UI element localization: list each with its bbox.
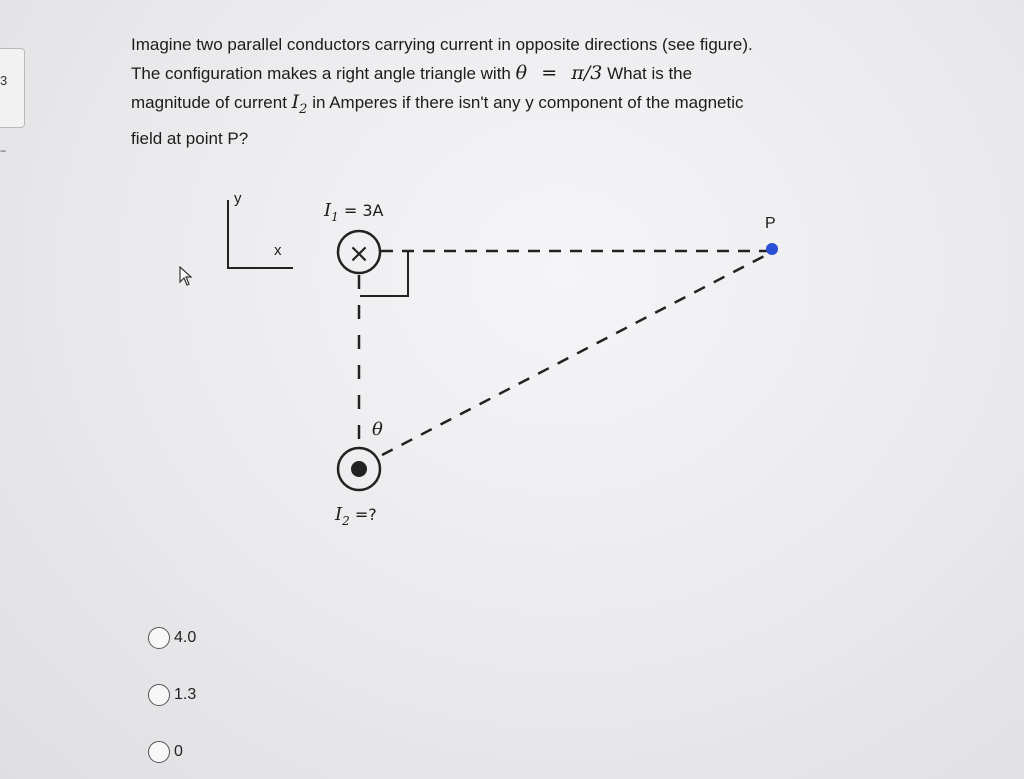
wire-out-of-page-icon — [338, 448, 380, 490]
question-line-1: Imagine two parallel conductors carrying current in opposite directions (see figure). — [131, 35, 753, 54]
question-line-3: magnitude of current $I_2$ in Amperes if there isn't any y component of the magnetic — [131, 91, 744, 117]
angle-theta-label: θ — [372, 419, 383, 440]
wire-into-page-icon — [338, 231, 380, 273]
option-label: 4.0 — [174, 629, 197, 646]
point-p-dot — [766, 243, 778, 255]
i1-label: $I_1 = 3A$ — [324, 200, 384, 224]
mouse-cursor-icon — [179, 266, 195, 288]
i2-label: $I_2$ =? — [335, 504, 377, 528]
answer-option[interactable] — [148, 684, 196, 706]
question-status-dashes: -- — [0, 145, 6, 157]
current-symbol: $I_2$ — [291, 91, 308, 117]
answer-option[interactable] — [148, 741, 183, 763]
option-label: 1.3 — [174, 686, 197, 703]
option-label: 0 — [174, 743, 183, 760]
y-axis-label: y — [234, 190, 242, 207]
point-p-label: P — [765, 215, 776, 232]
question-line-4: field at point P? — [131, 128, 249, 148]
equals-symbol: = — [541, 62, 558, 84]
svg-text:×: × — [348, 239, 370, 269]
angle-value: π/3 — [571, 62, 603, 84]
radio-button[interactable] — [148, 684, 170, 706]
x-axis-label: x — [274, 242, 282, 259]
radio-button[interactable] — [148, 741, 170, 763]
question-number: 3 — [0, 73, 8, 88]
answer-option[interactable] — [148, 627, 196, 649]
question-line-2: The configuration makes a right angle triangle with θ = π/3 What is the — [131, 62, 693, 84]
theta-symbol: θ — [515, 62, 528, 84]
axes-icon — [227, 200, 293, 268]
radio-button[interactable] — [148, 627, 170, 649]
hypotenuse-dashed-line — [382, 252, 772, 455]
